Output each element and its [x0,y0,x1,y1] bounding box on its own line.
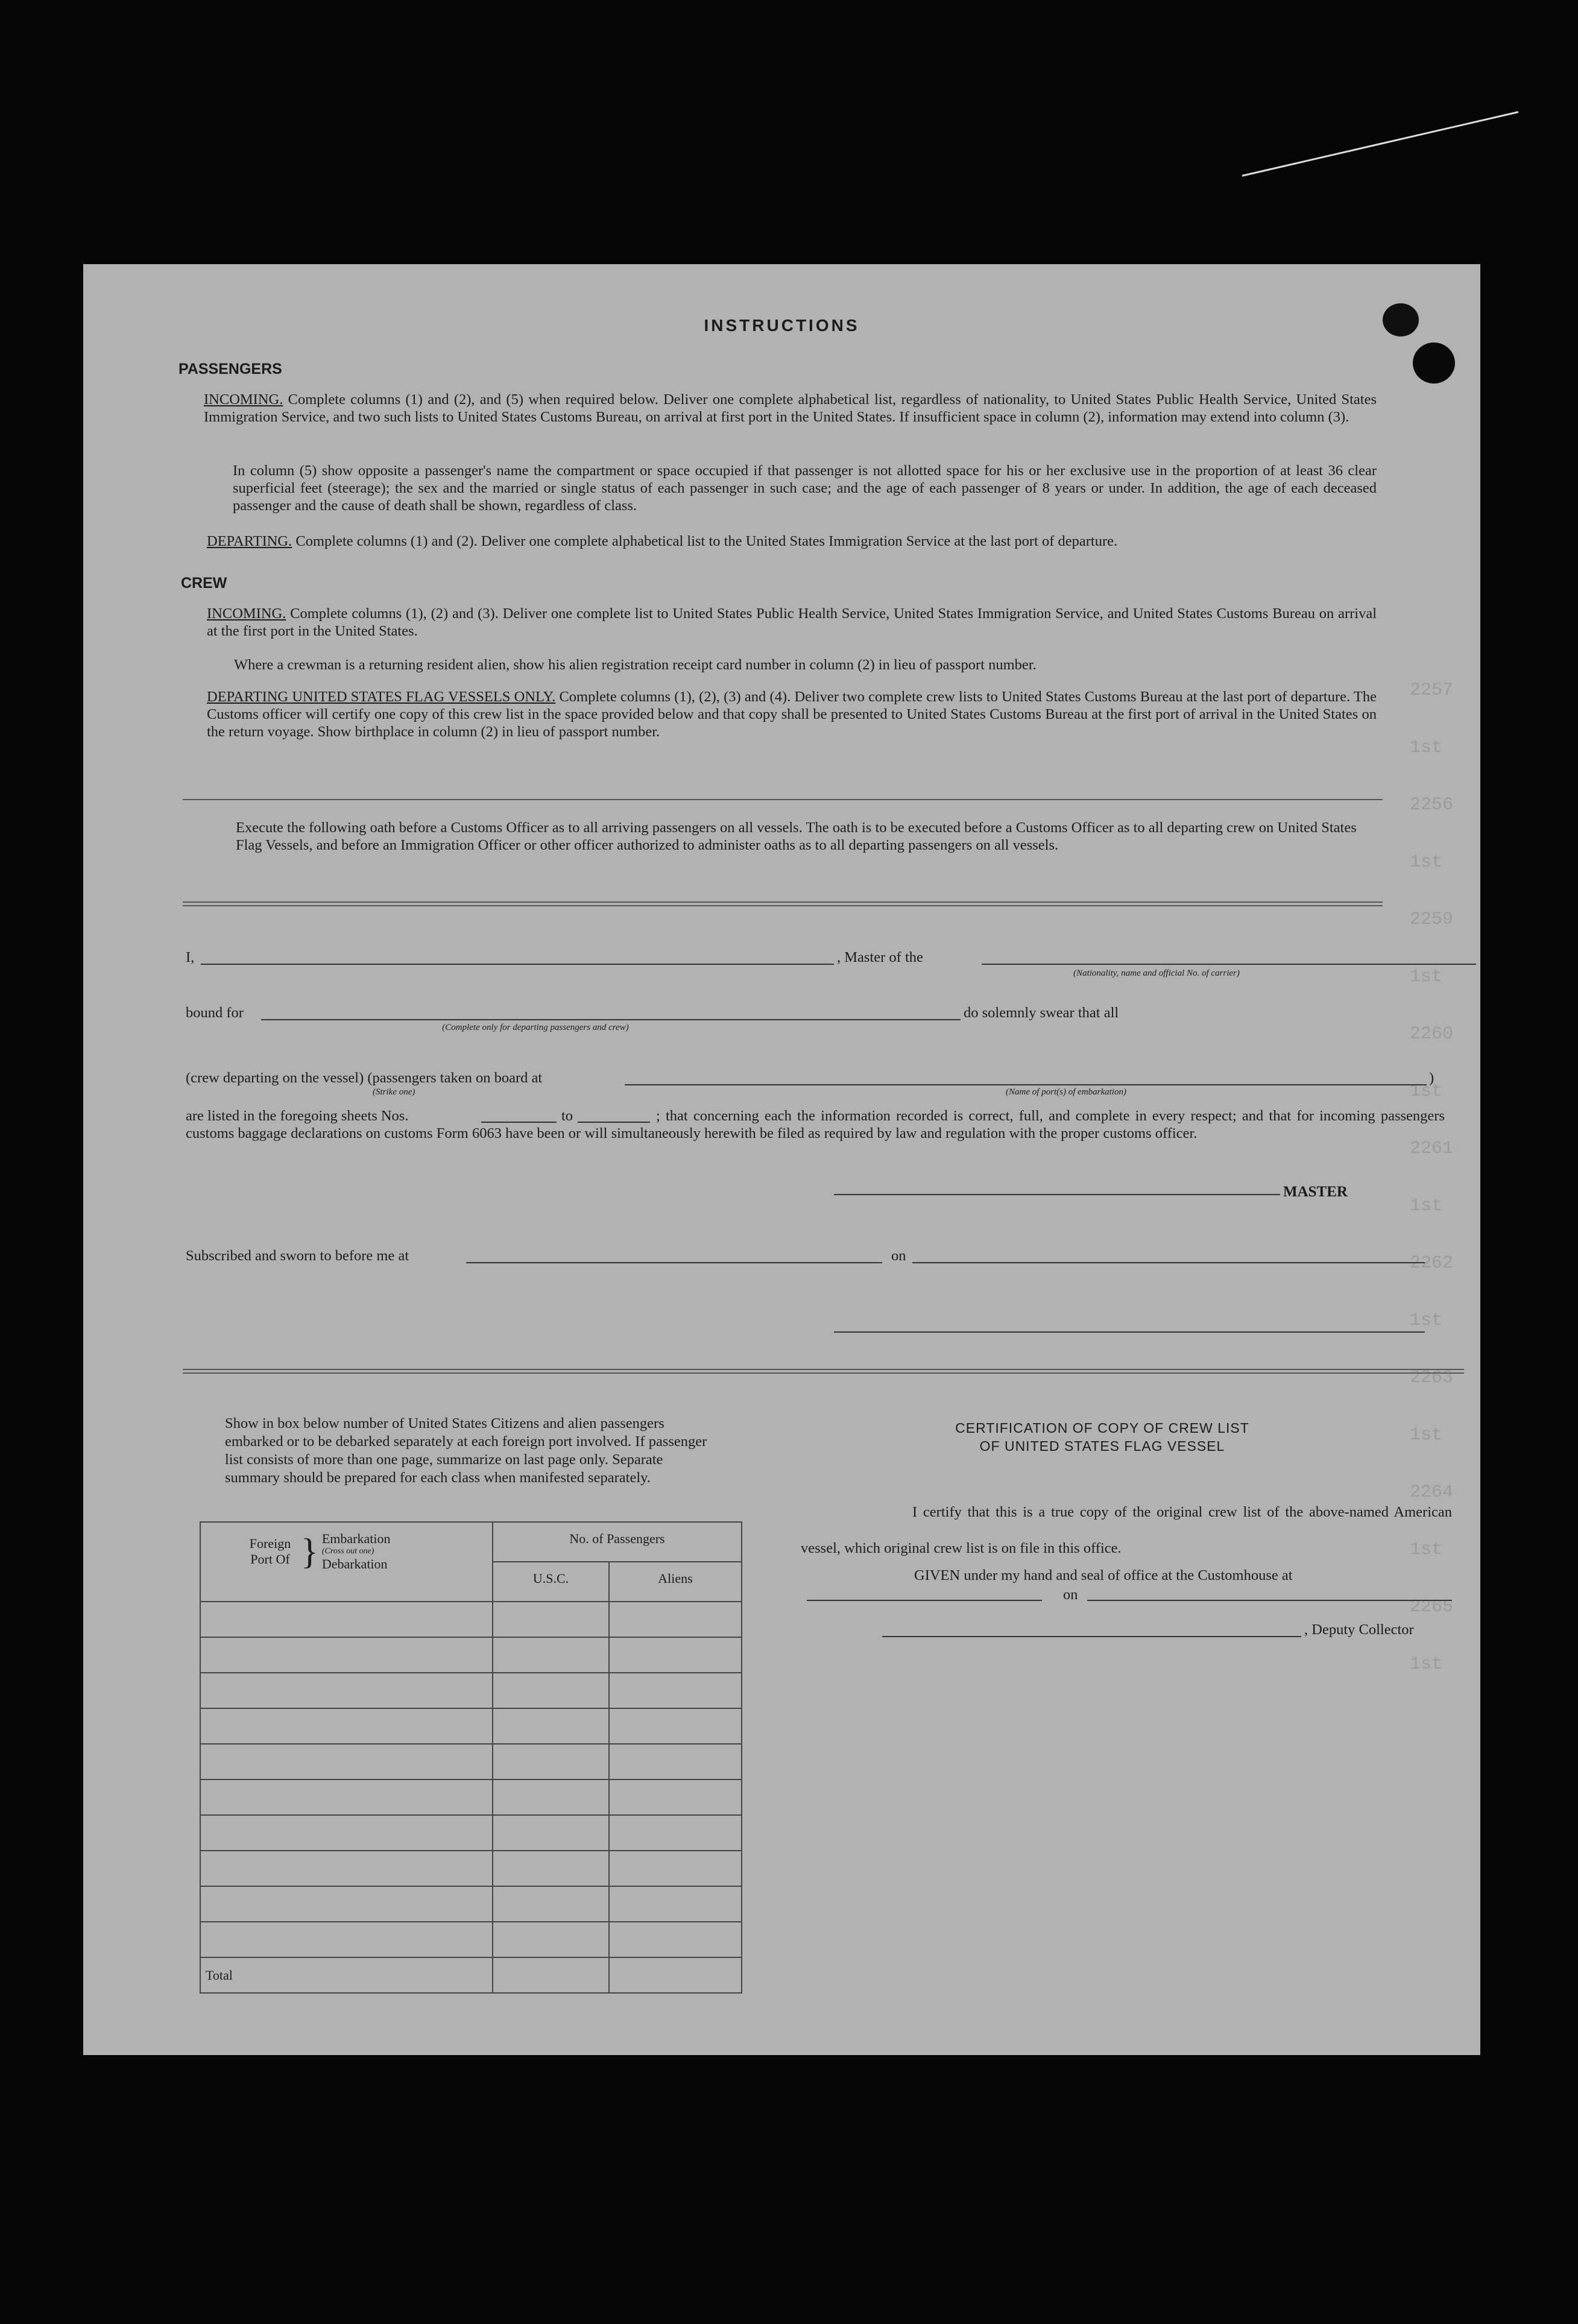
table-total-row [200,1957,742,1993]
aliens-total-cell[interactable] [609,1957,742,1993]
summary-divider [183,1369,1464,1374]
port-caption: (Name of port(s) of embarkation) [1006,1087,1126,1097]
master-of-label: , Master of the [837,949,923,965]
summary-instructions: Show in box below number of United States Citizens and alien passengers embarked or to be debarked separately at each foreign port involved. If passenger list consists of more than one page, summarize on last page only. Separate summary should be prepared for each class when manifested separately. [225,1415,707,1486]
usc-header: U.S.C. [493,1562,609,1602]
bleed-row: 2257 1st [1410,680,1454,758]
deputy-collector-label: , Deputy Collector [1304,1621,1414,1638]
crew-returning-paragraph: Where a crewman is a returning resident alien, show his alien registration receipt card number in column (2) in lieu of passport number. [234,657,1037,673]
crew-departing-lead: DEPARTING UNITED STATES FLAG VESSELS ONLY. [207,689,556,705]
bleed-row: 2262 1st [1410,1253,1454,1331]
aliens-cell[interactable] [609,1886,742,1922]
port-cell[interactable] [200,1708,493,1744]
aliens-cell[interactable] [609,1673,742,1708]
section-divider [183,799,1383,800]
port-cell[interactable] [200,1744,493,1779]
officer-signature-field[interactable] [834,1331,1425,1333]
aliens-header: Aliens [609,1562,742,1602]
carrier-caption: (Nationality, name and official No. of carrier) [1073,968,1240,978]
usc-total-cell[interactable] [493,1957,609,1993]
crew-departing-label: (crew departing on the vessel) (passengers taken on board at [186,1070,543,1086]
port-cell[interactable] [200,1922,493,1957]
embarkation-port-field[interactable] [625,1084,1427,1085]
foreign-port-label: Foreign Port Of [249,1536,291,1567]
aliens-cell[interactable] [609,1779,742,1815]
swear-label: do solemnly swear that all [964,1005,1119,1021]
film-scratch [1242,111,1519,177]
crew-incoming-lead: INCOMING. [207,605,286,622]
port-cell[interactable] [200,1851,493,1886]
certification-on-label: on [1063,1587,1078,1603]
carrier-field[interactable] [982,964,1476,965]
given-text: GIVEN under my hand and seal of office at the Customhouse at [914,1567,1293,1584]
usc-cell[interactable] [493,1673,609,1708]
aliens-cell[interactable] [609,1602,742,1637]
passengers-incoming-text: Complete columns (1) and (2), and (5) when required below. Deliver one complete alphabetical list, regardless of nationality, to United States Public Health Service, United States Immigration Service, and two such lists to United States Customs Bureau, on arrival at first port in the United States. If insufficient space in column (2), information may extend into column (3). [204,391,1377,425]
embarkation-label: Embarkation [321,1531,391,1546]
passengers-departing-lead: DEPARTING. [207,533,292,549]
port-cell[interactable] [200,1779,493,1815]
aliens-cell[interactable] [609,1744,742,1779]
subscribed-label: Subscribed and sworn to before me at [186,1248,409,1264]
bleed-row: 2260 1st [1410,1024,1454,1102]
usc-cell[interactable] [493,1602,609,1637]
aliens-cell[interactable] [609,1708,742,1744]
table-header-row [200,1522,742,1562]
customhouse-field[interactable] [807,1600,1042,1601]
usc-cell[interactable] [493,1886,609,1922]
certification-title-line1: CERTIFICATION OF COPY OF CREW LIST [955,1420,1249,1436]
i-label: I, [186,949,195,965]
crew-incoming-text: Complete columns (1), (2) and (3). Deliver one complete list to United States Public Health Service, United States Immigration Service, and United States Customs Bureau on arrival at the first port in the United States. [207,605,1377,639]
deputy-signature-field[interactable] [882,1636,1301,1637]
usc-cell[interactable] [493,1922,609,1957]
crew-incoming-paragraph [207,605,1377,640]
total-label: Total [200,1957,493,1993]
sworn-on-label: on [891,1248,906,1264]
aliens-cell[interactable] [609,1637,742,1673]
master-name-field[interactable] [201,964,834,965]
passengers-count-header: No. of Passengers [493,1522,742,1562]
port-cell[interactable] [200,1637,493,1673]
page-title: INSTRUCTIONS [704,316,860,335]
oath-intro-paragraph: Execute the following oath before a Customs Officer as to all arriving passengers on all vessels. The oath is to be executed before a Customs Officer as to all departing crew on United States Flag Vessels, and before an Immigration Officer or other officer authorized to administer oaths as to all departing passengers on all vessels. [236,819,1357,853]
passengers-incoming-lead: INCOMING. [204,391,283,408]
usc-cell[interactable] [493,1815,609,1851]
usc-cell[interactable] [493,1744,609,1779]
bleed-row: 2259 1st [1410,909,1454,987]
listed-text: ; that concerning each the information recorded is correct, full, and complete in every respect; and that for incoming passengers customs baggage declarations on customs Form 6063 have been or will simultaneously herewith be filed as required by law and regulation with the proper customs officer. [186,1108,1445,1141]
crew-departing-paragraph [207,688,1377,740]
strike-one-caption: (Strike one) [373,1087,415,1097]
ink-blot [1413,343,1455,384]
table-row [200,1815,742,1851]
listed-label: are listed in the foregoing sheets Nos. [186,1108,409,1124]
table-row [200,1922,742,1957]
passengers-departing-text: Complete columns (1) and (2). Deliver one complete alphabetical list to the United States Immigration Service at the last port of departure. [295,533,1118,549]
debarkation-label: Debarkation [321,1556,388,1571]
usc-cell[interactable] [493,1637,609,1673]
close-paren: ) [1429,1070,1434,1086]
usc-cell[interactable] [493,1779,609,1815]
port-cell[interactable] [200,1602,493,1637]
aliens-cell[interactable] [609,1815,742,1851]
form-page [83,264,1480,2055]
to-label: to [561,1108,573,1124]
certification-text: I certify that this is a true copy of the original crew list of the above-named American vessel, which original crew list is on file in this office. [801,1504,1452,1556]
sworn-place-field[interactable] [466,1262,882,1263]
passengers-incoming-paragraph [204,391,1377,426]
certification-date-field[interactable] [1087,1600,1452,1601]
sworn-date-field[interactable] [912,1262,1425,1263]
usc-cell[interactable] [493,1851,609,1886]
bleed-row: 2264 1st [1410,1482,1454,1560]
certification-title-line2: OF UNITED STATES FLAG VESSEL [979,1438,1225,1454]
table-row [200,1602,742,1637]
port-header [200,1522,493,1602]
bleed-row: 2265 1st [1410,1597,1454,1675]
certification-title [861,1419,1343,1455]
port-cell[interactable] [200,1886,493,1922]
table-row [200,1708,742,1744]
cross-out-label: (Cross out one) [321,1547,374,1556]
table-row [200,1637,742,1673]
brace-icon: } [301,1532,318,1571]
bound-for-field[interactable] [261,1019,961,1020]
oath-divider [183,901,1383,906]
aliens-cell[interactable] [609,1922,742,1957]
bleed-row: 2256 1st [1410,795,1454,873]
passenger-summary-table [200,1521,742,1994]
bleed-row: 2261 1st [1410,1138,1454,1216]
passengers-column5-paragraph: In column (5) show opposite a passenger's name the compartment or space occupied if that passenger is not allotted space for his or her exclusive use in the proportion of at least 36 clear superficial feet (steerage); the sex and the married or single status of each passenger in such case; and the age of each passenger of 8 years or under. In addition, the age of each deceased passenger and the cause of death shall be shown, regardless of class. [233,463,1377,514]
bound-for-caption: (Complete only for departing passengers and crew) [442,1023,629,1032]
master-signature-field[interactable] [834,1194,1280,1195]
table-row [200,1779,742,1815]
usc-cell[interactable] [493,1708,609,1744]
port-cell[interactable] [200,1815,493,1851]
table-row [200,1886,742,1922]
passengers-heading: PASSENGERS [178,361,282,377]
passengers-departing-paragraph [207,532,1377,550]
port-cell[interactable] [200,1673,493,1708]
table-row [200,1744,742,1779]
crew-heading: CREW [181,575,227,592]
master-label: MASTER [1283,1184,1348,1200]
table-row [200,1851,742,1886]
aliens-cell[interactable] [609,1851,742,1886]
bleed-row: 2263 1st [1410,1368,1454,1445]
crew-departing-text: Complete columns (1), (2), (3) and (4). Deliver two complete crew lists to United States Customs Bureau at the last port of departure. The Customs officer will certify one copy of this crew list in the space provided below and that copy shall be presented to United States Customs Bureau at the first port of arrival in the United States on the return voyage. Show birthplace in column (2) in lieu of passport number. [207,689,1377,740]
table-row [200,1673,742,1708]
bound-for-label: bound for [186,1005,244,1021]
